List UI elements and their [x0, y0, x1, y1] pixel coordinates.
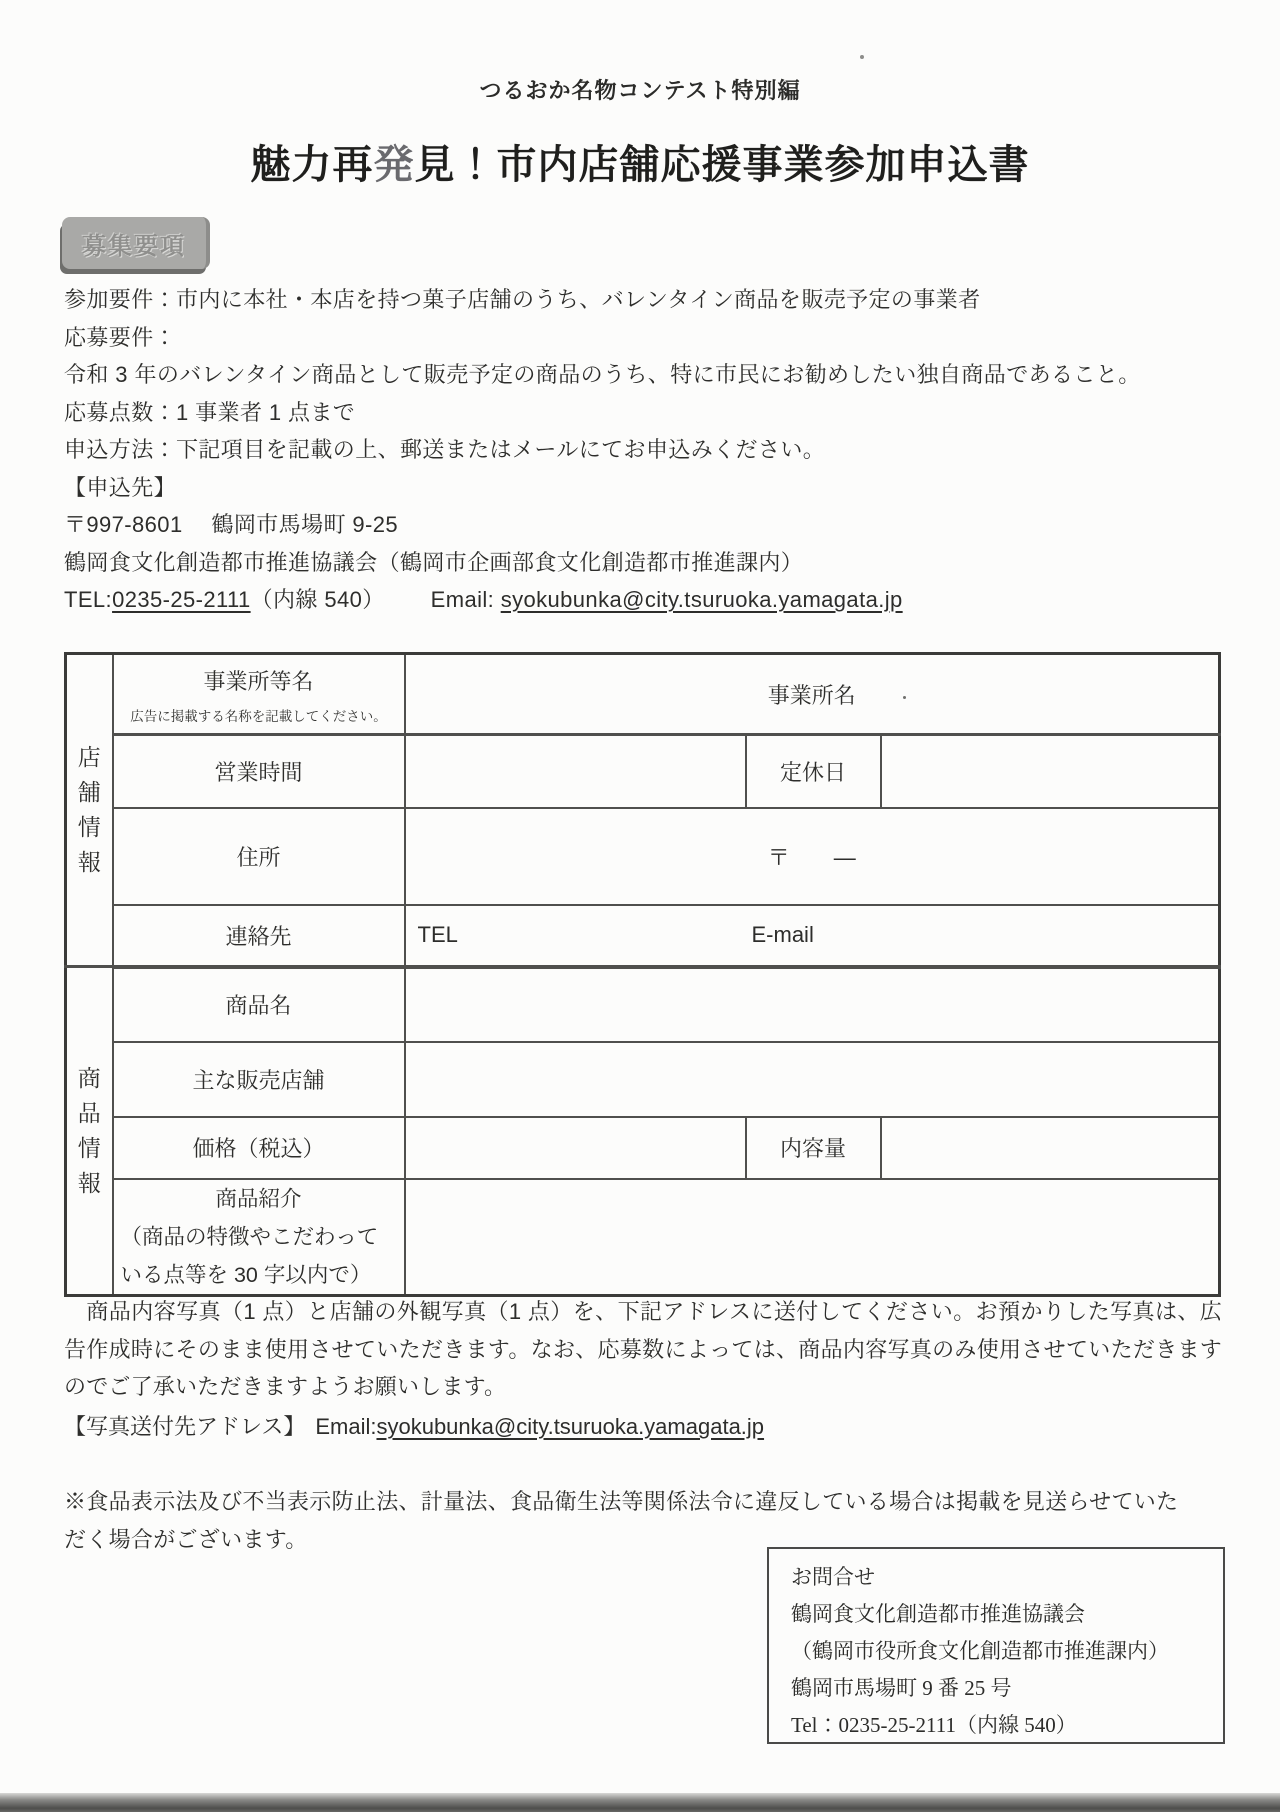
table-row-office-name: [66, 654, 1220, 735]
guidelines-text-block: [64, 281, 1234, 619]
inquiry-box: [767, 1547, 1225, 1744]
table-row-business-hours: [66, 735, 1220, 808]
product-name-label: 商品名: [113, 967, 405, 1042]
postal-mark: 〒: [767, 844, 790, 870]
holiday-label: 定休日: [746, 735, 881, 808]
contact-label: 連絡先: [113, 905, 405, 967]
product-intro-note-line1: （商品の特徴やこだわって: [120, 1224, 379, 1249]
guideline-line: 応募点数：1 事業者 1 点まで: [64, 399, 356, 425]
page-title: [0, 133, 1280, 190]
section-store-info: [66, 654, 113, 967]
table-row-main-stores: [66, 1042, 1220, 1117]
section-product-info-label: 商品情報: [77, 1064, 101, 1196]
scan-speck: [860, 55, 864, 59]
section-store-info-label: 店舗情報: [77, 744, 101, 875]
recruitment-guidelines-badge: [62, 217, 210, 269]
product-intro-label: 商品紹介: [215, 1186, 302, 1211]
scan-edge-band: [0, 1793, 1280, 1812]
photo-send-email-label: Email:: [315, 1414, 377, 1439]
contest-subtitle: つるおか名物コンテスト特別編: [479, 78, 801, 103]
guideline-line: 申込方法：下記項目を記載の上、郵送またはメールにてお申込みください。: [64, 437, 826, 462]
business-hours-input-cell: [405, 735, 746, 808]
guideline-line: 鶴岡食文化創造都市推進協議会（鶴岡市企画部食文化創造都市推進課内）: [64, 549, 804, 575]
legal-note: ※食品表示法及び不当表示防止法、計量法、食品衛生法等関係法令に違反している場合は掲載を見送らせていただく場合がございます。: [64, 1489, 1179, 1552]
tel-label: TEL:: [64, 587, 113, 612]
address-input-cell: [405, 808, 1220, 905]
guideline-line: 【申込先】: [64, 474, 177, 500]
inquiry-box-line: （鶴岡市役所食文化創造都市推進課内）: [791, 1639, 1169, 1663]
tel-number: 0235-25-2111: [112, 587, 251, 612]
inquiry-box-title: お問合せ: [791, 1565, 875, 1589]
office-name-note: 広告に掲載する名称を記載してください。: [130, 709, 387, 724]
photo-send-email-address: syokubunka@city.tsuruoka.yamagata.jp: [376, 1414, 765, 1439]
inquiry-box-line: 鶴岡市馬場町 9 番 25 号: [791, 1676, 1012, 1700]
price-input-cell: [405, 1117, 746, 1179]
page-title-part1: 魅力再: [250, 143, 374, 187]
table-row-address: [66, 808, 1220, 905]
photo-send-address-line: [64, 1408, 764, 1445]
volume-input-cell: [881, 1117, 1220, 1179]
product-intro-label-cell: [113, 1179, 405, 1296]
table-row-price: [66, 1117, 1220, 1179]
office-name-label-cell: [113, 654, 405, 735]
contact-input-cell: [405, 905, 1220, 967]
guideline-line: 参加要件：市内に本社・本店を持つ菓子店舗のうち、バレンタイン商品を販売予定の事業者: [64, 287, 981, 312]
scan-speck: [903, 696, 906, 699]
main-stores-label: 主な販売店舗: [113, 1042, 405, 1117]
inquiry-box-line: Tel：0235-25-2111（内線 540）: [791, 1713, 1077, 1737]
office-name-placeholder: 事業所名: [767, 682, 856, 708]
photo-submission-note: 商品内容写真（1 点）と店舗の外観写真（1 点）を、下記アドレスに送付してください。お預かりした写真は、広告作成時にそのまま使用させていただきます。なお、応募数によっては、商品内容写真のみ使用させていただきますのでご了承いただきますようお願いします。: [64, 1299, 1222, 1399]
guideline-line: 応募要件：: [64, 324, 177, 350]
table-row-product-intro: [66, 1179, 1220, 1296]
recruitment-guidelines-badge-label: 募集要項: [82, 232, 186, 260]
table-row-product-name: [66, 967, 1220, 1042]
photo-send-address-label: 【写真送付先アドレス】: [64, 1414, 306, 1439]
product-intro-input-cell: [405, 1179, 1220, 1296]
office-name-input-cell: [405, 654, 1220, 735]
contact-email-label: E-mail: [751, 922, 814, 947]
address-label: 住所: [113, 808, 405, 905]
product-name-input-cell: [405, 967, 1220, 1042]
page-title-part2: 見！市内店舗応援事業参加申込書: [414, 143, 1030, 187]
postal-dash: ―: [833, 844, 856, 870]
section-product-info: [66, 967, 113, 1296]
holiday-input-cell: [881, 735, 1220, 808]
product-intro-note-line2: いる点等を 30 字以内で）: [120, 1262, 372, 1287]
application-form-table: [64, 652, 1221, 1297]
business-hours-label: 営業時間: [113, 735, 405, 808]
application-contact-line: [64, 581, 1234, 619]
inquiry-box-line: 鶴岡食文化創造都市推進協議会: [791, 1602, 1085, 1626]
guideline-line: 〒997-8601 鶴岡市馬場町 9-25: [64, 512, 399, 537]
table-row-contact: [66, 905, 1220, 967]
guideline-line: 令和 3 年のバレンタイン商品として販売予定の商品のうち、特に市民にお勧めしたい独自商品であること。: [64, 362, 1141, 387]
page-title-accent-char: 発: [373, 143, 415, 187]
email-address: syokubunka@city.tsuruoka.yamagata.jp: [500, 587, 903, 612]
contact-tel-label: TEL: [417, 922, 458, 947]
email-label: Email:: [430, 587, 495, 612]
main-stores-input-cell: [405, 1042, 1220, 1117]
tel-extension: （内線 540）: [250, 587, 385, 612]
office-name-label: 事業所等名: [203, 669, 314, 694]
volume-label: 内容量: [746, 1117, 881, 1179]
price-label: 価格（税込）: [113, 1117, 405, 1179]
